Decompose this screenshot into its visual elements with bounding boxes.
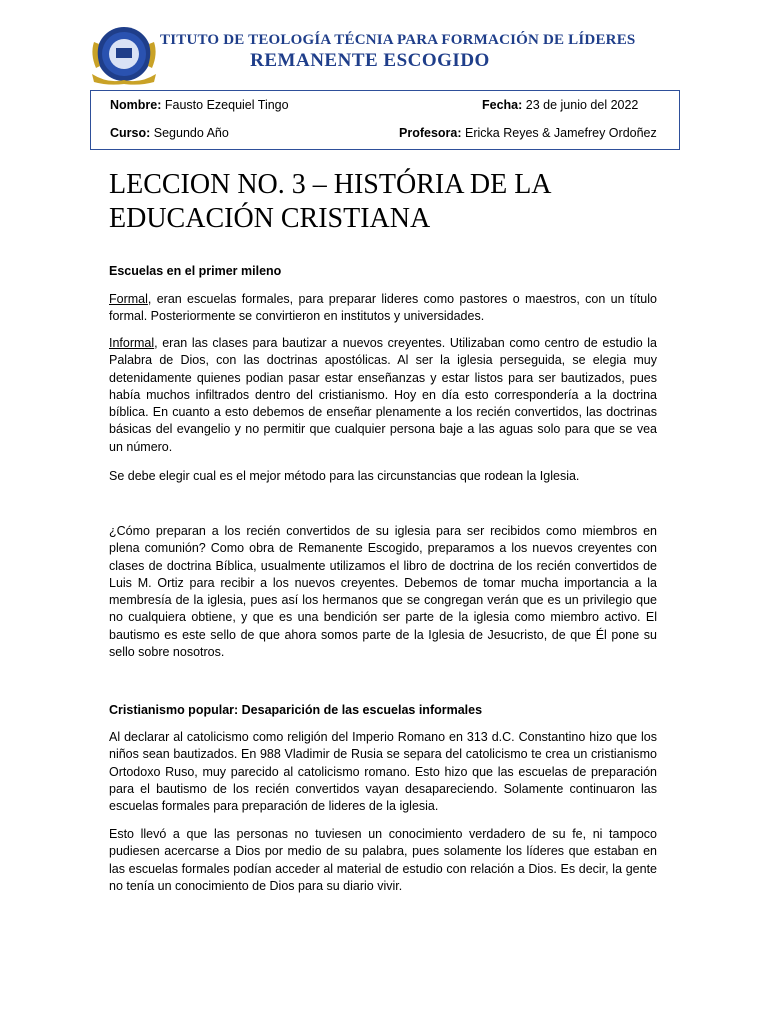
nombre-label: Nombre: — [110, 98, 162, 112]
lesson-title-line2: EDUCACIÓN CRISTIANA — [109, 203, 431, 234]
curso-field — [110, 126, 229, 140]
formal-text: , eran escuelas formales, para preparar lideres como pastores o maestros, con un título formal. Posteriormente se convirtieron en institutos y universidades. — [109, 292, 657, 324]
informal-term: Informal — [109, 336, 155, 350]
formal-term: Formal — [109, 292, 148, 306]
institution-logo-icon — [88, 24, 158, 86]
nombre-field — [110, 98, 289, 112]
section3-paragraph1: Al declarar al catolicismo como religión del Imperio Romano en 313 d.C. Constantino hizo que los niños sean bautizados. En 988 Vladimir de Rusia se separa del catolicismo te crea un cristianismo Ortodoxo Ruso, muy parecido al catolicismo romano. Esto hizo que las escuelas de preparación para el bautismo de los recién convertidos vayan desapareciendo. Solamente continuaron las escuelas formales para preparación de lideres de la iglesia. — [109, 730, 657, 814]
nombre-value: Fausto Ezequiel Tingo — [164, 98, 289, 112]
section1-heading: Escuelas en el primer mileno — [109, 264, 282, 278]
informal-paragraph — [109, 335, 657, 456]
section2-paragraph: ¿Cómo preparan a los recién convertidos de su iglesia para ser recibidos como miembros en plena comunión? Como obra de Remanente Escogido, preparamos a los nuevos creyentes con clases de doctrina Bíblica, usualmente utilizamos el libro de doctrina de los recién convertidos de Luis M. Ortiz para recibir a los nuevos creyentes. Debemos de tomar mucha importancia a la membresía de la iglesia, pues así los hermanos que se congregan verán que es un privilegio que no cualquiera obtiene, y que es una bendición ser parte de la iglesia como miembro activo. El bautismo es este sello de que ahora somos parte de la Iglesia de Jesucristo, de que Él pone su sello sobre nosotros. — [109, 524, 657, 660]
section3-paragraph2: Esto llevó a que las personas no tuviesen un conocimiento verdadero de su fe, ni tampoco pudiesen acercarse a Dios por medio de su palabra, pues solamente los líderes que estaban en las escuelas formales podían acceder al material de estudio con relación a Dios. Es decir, la gente no tenía un conocimiento de Dios para su diario vivir. — [109, 827, 657, 893]
informal-text: , eran las clases para bautizar a nuevos creyentes. Utilizaban como centro de estudio la Palabra de Dios, con las doctrinas apostólicas. Al ser la iglesia perseguida, se elegia muy detenidamente quienes podian pasar estar enseñanzas y estar listos para ser bautizados, pues había muchos infiltrados dentro del cristianismo. Hoy en día esto correspondería a la doctrina bíblica. En cuanto a esto debemos de enseñar plenamente a los recién convertidos, las doctrinas básicas del evangelio y no permitir que cualquier persona baje a las aguas solo para que se vea un número. — [109, 336, 657, 454]
section3-heading: Cristianismo popular: Desaparición de las escuelas informales — [109, 703, 483, 717]
profesora-label: Profesora: — [399, 126, 462, 140]
lesson-title — [109, 168, 669, 236]
profesora-field — [399, 126, 657, 140]
document-header — [88, 24, 688, 88]
fecha-field — [482, 98, 638, 112]
lesson-title-line1: LECCION NO. 3 – HISTÓRIA DE LA — [109, 169, 552, 200]
curso-value: Segundo Año — [153, 126, 229, 140]
method-paragraph: Se debe elegir cual es el mejor método para las circunstancias que rodean la Iglesia. — [109, 469, 580, 483]
fecha-value: 23 de junio del 2022 — [525, 98, 639, 112]
institution-subtitle: REMANENTE ESCOGIDO — [250, 50, 490, 71]
institution-name: TITUTO DE TEOLOGÍA TÉCNIA PARA FORMACIÓN DE LÍDERES — [160, 32, 636, 48]
curso-label: Curso: — [110, 126, 151, 140]
fecha-label: Fecha: — [482, 98, 523, 112]
formal-paragraph — [109, 291, 657, 326]
profesora-value: Ericka Reyes & Jamefrey Ordoñez — [465, 126, 657, 140]
student-info-box — [90, 90, 680, 150]
